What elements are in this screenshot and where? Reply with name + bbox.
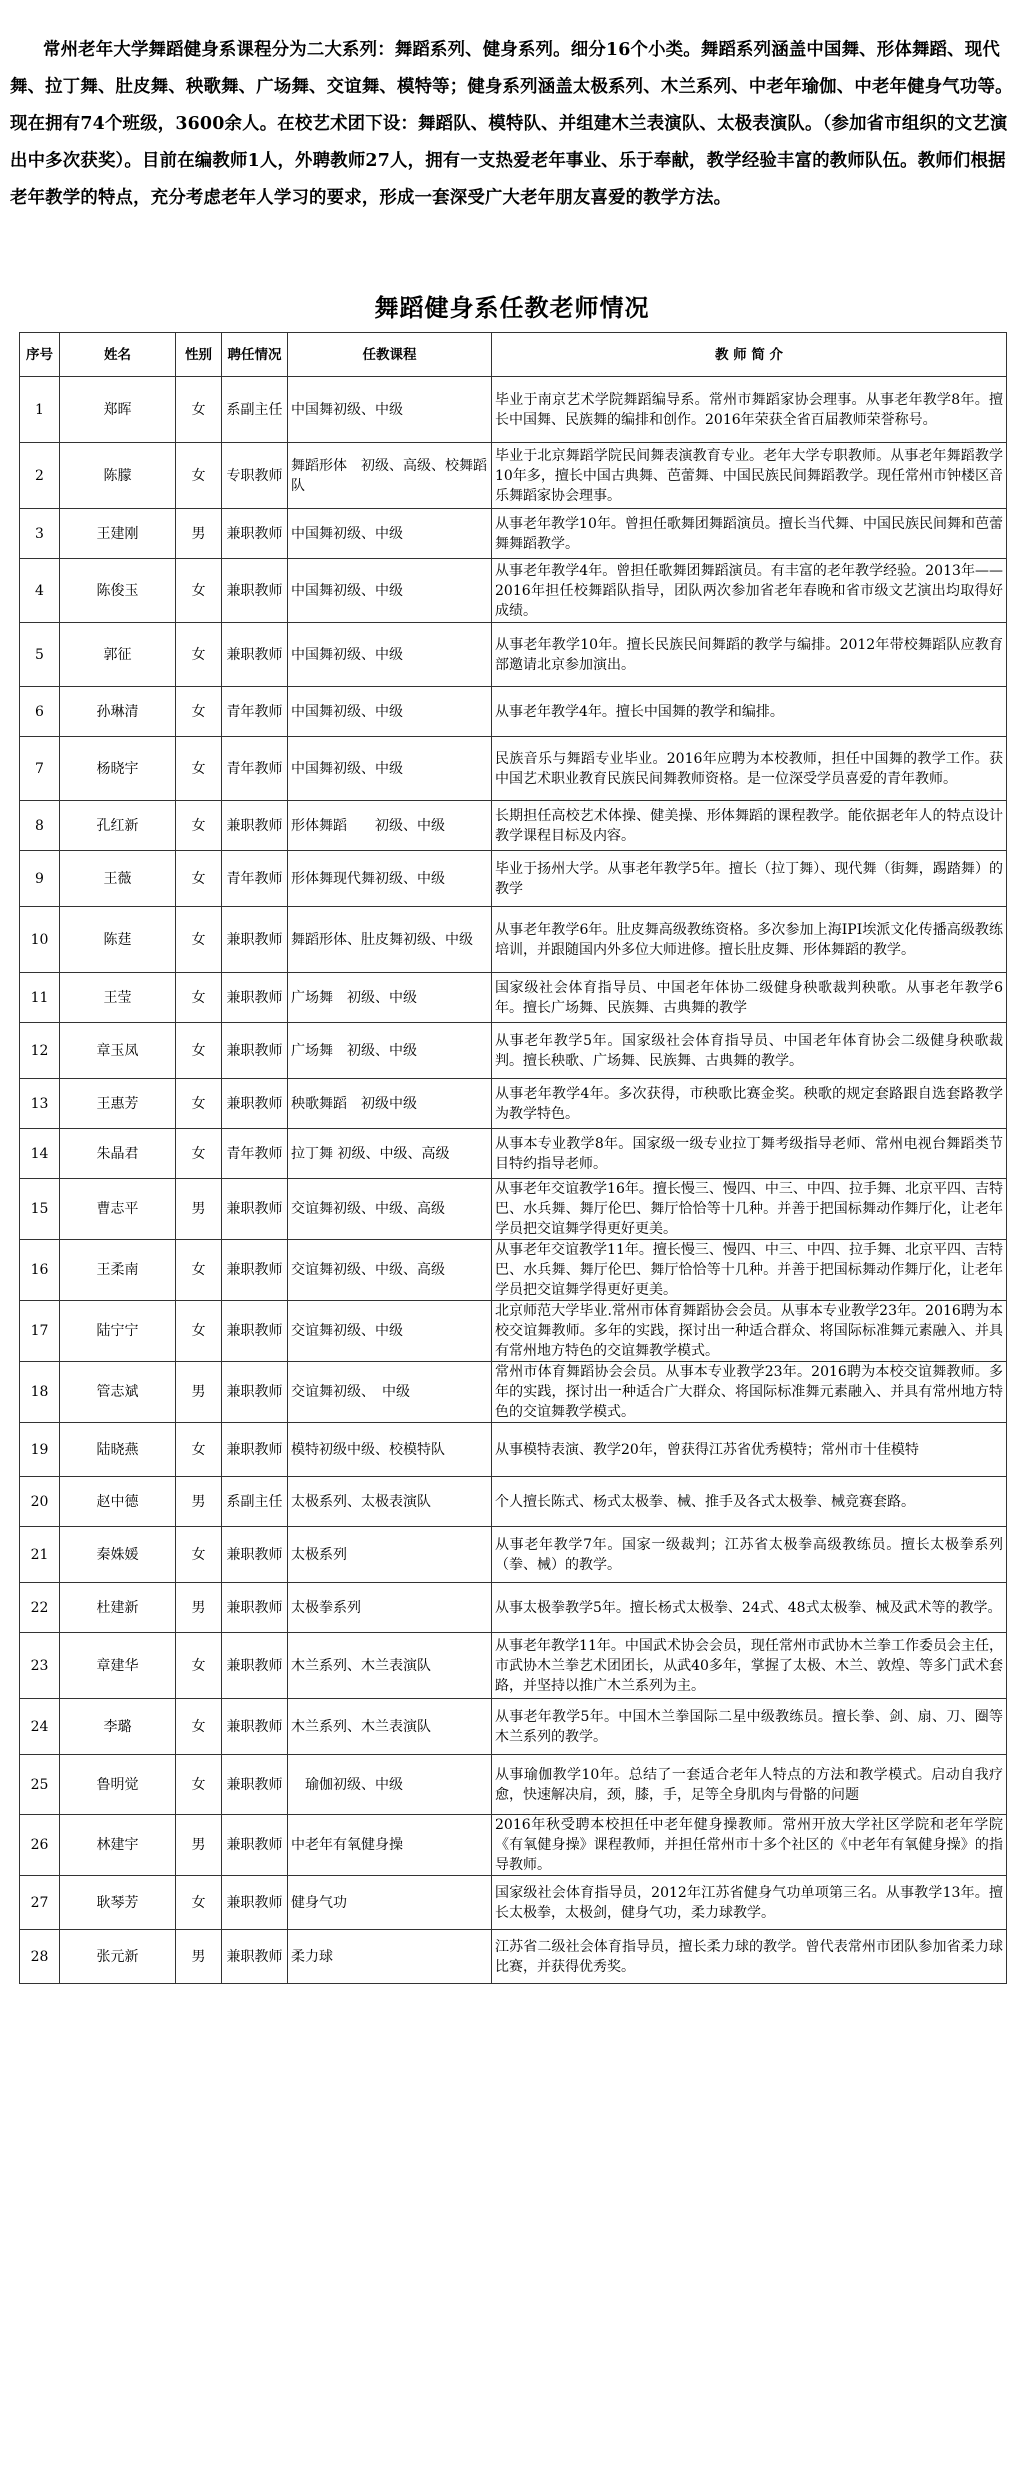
teacher-gender: 女 — [176, 801, 222, 851]
table-row — [20, 1079, 1007, 1129]
teacher-bio: 从事老年教学4年。曾担任歌舞团舞蹈演员。有丰富的老年教学经验。2013年——2016年担任校舞蹈队指导，团队两次参加省老年春晚和省市级文艺演出均取得好成绩。 — [492, 559, 1007, 623]
teacher-role: 兼职教师 — [222, 1423, 288, 1477]
teacher-role: 青年教师 — [222, 737, 288, 801]
teacher-gender: 女 — [176, 1633, 222, 1699]
teacher-course: 中国舞初级、中级 — [288, 737, 492, 801]
teacher-bio: 从事老年交谊教学11年。擅长慢三、慢四、中三、中四、拉手舞、北京平四、吉特巴、水兵舞、舞厅伦巴、舞厅恰恰等十几种。并善于把国标舞动作舞厅化，让老年学员把交谊舞学得更好更美。 — [492, 1240, 1007, 1301]
teacher-role: 兼职教师 — [222, 623, 288, 687]
teacher-course: 瑜伽初级、中级 — [288, 1755, 492, 1815]
teacher-bio: 毕业于南京艺术学院舞蹈编导系。常州市舞蹈家协会理事。从事老年教学8年。擅长中国舞、民族舞的编排和创作。2016年荣获全省百届教师荣誉称号。 — [492, 377, 1007, 443]
row-number: 28 — [20, 1930, 60, 1984]
table-row — [20, 443, 1007, 509]
teacher-gender: 男 — [176, 1815, 222, 1876]
table-row — [20, 1179, 1007, 1240]
teacher-name: 王柔南 — [60, 1240, 176, 1301]
row-number: 14 — [20, 1129, 60, 1179]
teacher-bio: 毕业于扬州大学。从事老年教学5年。擅长（拉丁舞）、现代舞（街舞，踢踏舞）的教学 — [492, 851, 1007, 907]
table-body — [20, 377, 1007, 1984]
teacher-table — [19, 332, 1007, 1984]
teacher-course: 中国舞初级、中级 — [288, 559, 492, 623]
table-row — [20, 1423, 1007, 1477]
row-number: 16 — [20, 1240, 60, 1301]
teacher-role: 兼职教师 — [222, 1179, 288, 1240]
table-row — [20, 737, 1007, 801]
teacher-gender: 女 — [176, 559, 222, 623]
header-role: 聘任情况 — [222, 333, 288, 377]
teacher-gender: 男 — [176, 1583, 222, 1633]
header-gender: 性别 — [176, 333, 222, 377]
teacher-name: 王惠芳 — [60, 1079, 176, 1129]
teacher-name: 王薇 — [60, 851, 176, 907]
teacher-course: 木兰系列、木兰表演队 — [288, 1633, 492, 1699]
teacher-role: 兼职教师 — [222, 1699, 288, 1755]
teacher-bio: 从事瑜伽教学10年。总结了一套适合老年人特点的方法和教学模式。启动自我疗愈，快速解决肩，颈，膝，手，足等全身肌肉与骨骼的问题 — [492, 1755, 1007, 1815]
teacher-course: 太极拳系列 — [288, 1583, 492, 1633]
teacher-bio: 江苏省二级社会体育指导员，擅长柔力球的教学。曾代表常州市团队参加省柔力球比赛，并获得优秀奖。 — [492, 1930, 1007, 1984]
teacher-gender: 女 — [176, 1423, 222, 1477]
teacher-bio: 长期担任高校艺术体操、健美操、形体舞蹈的课程教学。能依据老年人的特点设计教学课程目标及内容。 — [492, 801, 1007, 851]
teacher-gender: 女 — [176, 1079, 222, 1129]
teacher-course: 柔力球 — [288, 1930, 492, 1984]
header-name: 姓名 — [60, 333, 176, 377]
teacher-gender: 女 — [176, 737, 222, 801]
row-number: 5 — [20, 623, 60, 687]
row-number: 23 — [20, 1633, 60, 1699]
teacher-course: 广场舞 初级、中级 — [288, 1023, 492, 1079]
teacher-role: 系副主任 — [222, 377, 288, 443]
table-row — [20, 623, 1007, 687]
table-row — [20, 1633, 1007, 1699]
table-row — [20, 973, 1007, 1023]
row-number: 3 — [20, 509, 60, 559]
teacher-role: 兼职教师 — [222, 1527, 288, 1583]
teacher-bio: 常州市体育舞蹈协会会员。从事本专业教学23年。2016聘为本校交谊舞教师。多年的实践，探讨出一种适合广大群众、将国际标准舞元素融入、并具有常州地方特色的交谊舞教学模式。 — [492, 1362, 1007, 1423]
teacher-role: 兼职教师 — [222, 1301, 288, 1362]
teacher-bio: 从事老年教学4年。擅长中国舞的教学和编排。 — [492, 687, 1007, 737]
teacher-bio: 从事太极拳教学5年。擅长杨式太极拳、24式、48式太极拳、械及武术等的教学。 — [492, 1583, 1007, 1633]
header-bio: 教 师 简 介 — [492, 333, 1007, 377]
table-row — [20, 1699, 1007, 1755]
row-number: 19 — [20, 1423, 60, 1477]
table-row — [20, 1023, 1007, 1079]
row-number: 25 — [20, 1755, 60, 1815]
teacher-course: 中国舞初级、中级 — [288, 687, 492, 737]
table-title: 舞蹈健身系任教老师情况 — [374, 293, 650, 322]
teacher-gender: 女 — [176, 1240, 222, 1301]
row-number: 9 — [20, 851, 60, 907]
teacher-name: 陈莛 — [60, 907, 176, 973]
teacher-role: 兼职教师 — [222, 973, 288, 1023]
teacher-bio: 北京师范大学毕业.常州市体育舞蹈协会会员。从事本专业教学23年。2016聘为本校交谊舞教师。多年的实践，探讨出一种适合群众、将国际标准舞元素融入、并具有常州地方特色的交谊舞教学模式。 — [492, 1301, 1007, 1362]
teacher-name: 林建宇 — [60, 1815, 176, 1876]
table-row — [20, 1876, 1007, 1930]
row-number: 6 — [20, 687, 60, 737]
table-row — [20, 907, 1007, 973]
teacher-bio: 从事本专业教学8年。国家级一级专业拉丁舞考级指导老师、常州电视台舞蹈类节目特约指导老师。 — [492, 1129, 1007, 1179]
teacher-gender: 女 — [176, 907, 222, 973]
table-row — [20, 559, 1007, 623]
teacher-gender: 女 — [176, 1876, 222, 1930]
table-row — [20, 1755, 1007, 1815]
teacher-role: 专职教师 — [222, 443, 288, 509]
row-number: 13 — [20, 1079, 60, 1129]
teacher-name: 管志斌 — [60, 1362, 176, 1423]
teacher-gender: 男 — [176, 1477, 222, 1527]
teacher-gender: 女 — [176, 1129, 222, 1179]
teacher-course: 拉丁舞 初级、中级、高级 — [288, 1129, 492, 1179]
row-number: 20 — [20, 1477, 60, 1527]
teacher-bio: 从事模特表演、教学20年，曾获得江苏省优秀模特；常州市十佳模特 — [492, 1423, 1007, 1477]
teacher-role: 兼职教师 — [222, 1755, 288, 1815]
teacher-gender: 女 — [176, 1301, 222, 1362]
teacher-course: 太极系列、太极表演队 — [288, 1477, 492, 1527]
teacher-name: 朱晶君 — [60, 1129, 176, 1179]
teacher-role: 兼职教师 — [222, 509, 288, 559]
table-row — [20, 1477, 1007, 1527]
teacher-gender: 女 — [176, 443, 222, 509]
teacher-name: 郭征 — [60, 623, 176, 687]
table-row — [20, 1129, 1007, 1179]
teacher-gender: 男 — [176, 1179, 222, 1240]
teacher-name: 杨晓宇 — [60, 737, 176, 801]
teacher-course: 交谊舞初级、 中级 — [288, 1362, 492, 1423]
teacher-gender: 女 — [176, 687, 222, 737]
teacher-gender: 男 — [176, 1930, 222, 1984]
teacher-name: 陈朦 — [60, 443, 176, 509]
row-number: 27 — [20, 1876, 60, 1930]
table-row — [20, 1362, 1007, 1423]
teacher-name: 李璐 — [60, 1699, 176, 1755]
teacher-name: 耿琴芳 — [60, 1876, 176, 1930]
teacher-name: 秦姝媛 — [60, 1527, 176, 1583]
teacher-bio: 从事老年教学11年。中国武术协会会员，现任常州市武协木兰拳工作委员会主任，市武协木兰拳艺术团团长，从武40多年，掌握了太极、木兰、敦煌、等多门武术套路，并坚持以推广木兰系列为主。 — [492, 1633, 1007, 1699]
teacher-bio: 从事老年教学5年。中国木兰拳国际二星中级教练员。擅长拳、剑、扇、刀、圈等木兰系列的教学。 — [492, 1699, 1007, 1755]
teacher-course: 中老年有氧健身操 — [288, 1815, 492, 1876]
teacher-gender: 女 — [176, 1527, 222, 1583]
teacher-bio: 毕业于北京舞蹈学院民间舞表演教育专业。老年大学专职教师。从事老年舞蹈教学10年多，擅长中国古典舞、芭蕾舞、中国民族民间舞蹈教学。现任常州市钟楼区音乐舞蹈家协会理事。 — [492, 443, 1007, 509]
row-number: 24 — [20, 1699, 60, 1755]
teacher-role: 兼职教师 — [222, 907, 288, 973]
teacher-role: 兼职教师 — [222, 1079, 288, 1129]
teacher-bio: 2016年秋受聘本校担任中老年健身操教师。常州开放大学社区学院和老年学院《有氧健身操》课程教师，并担任常州市十多个社区的《中老年有氧健身操》的指导教师。 — [492, 1815, 1007, 1876]
teacher-course: 秧歌舞蹈 初级中级 — [288, 1079, 492, 1129]
teacher-name: 杜建新 — [60, 1583, 176, 1633]
header-course: 任教课程 — [288, 333, 492, 377]
teacher-name: 章玉凤 — [60, 1023, 176, 1079]
teacher-gender: 女 — [176, 1023, 222, 1079]
table-row — [20, 1930, 1007, 1984]
table-header-row — [20, 333, 1007, 377]
teacher-course: 中国舞初级、中级 — [288, 623, 492, 687]
teacher-course: 健身气功 — [288, 1876, 492, 1930]
teacher-course: 中国舞初级、中级 — [288, 377, 492, 443]
row-number: 12 — [20, 1023, 60, 1079]
teacher-name: 曹志平 — [60, 1179, 176, 1240]
row-number: 15 — [20, 1179, 60, 1240]
teacher-name: 章建华 — [60, 1633, 176, 1699]
teacher-course: 形体舞现代舞初级、中级 — [288, 851, 492, 907]
teacher-gender: 女 — [176, 1699, 222, 1755]
teacher-role: 兼职教师 — [222, 559, 288, 623]
row-number: 21 — [20, 1527, 60, 1583]
teacher-bio: 从事老年教学6年。肚皮舞高级教练资格。多次参加上海IPI埃派文化传播高级教练培训，并跟随国内外多位大师进修。擅长肚皮舞、形体舞蹈的教学。 — [492, 907, 1007, 973]
teacher-name: 孙琳清 — [60, 687, 176, 737]
row-number: 7 — [20, 737, 60, 801]
teacher-gender: 女 — [176, 623, 222, 687]
teacher-name: 王建刚 — [60, 509, 176, 559]
teacher-role: 兼职教师 — [222, 1815, 288, 1876]
teacher-course: 中国舞初级、中级 — [288, 509, 492, 559]
teacher-role: 兼职教师 — [222, 1023, 288, 1079]
teacher-course: 舞蹈形体、肚皮舞初级、中级 — [288, 907, 492, 973]
teacher-role: 兼职教师 — [222, 801, 288, 851]
table-row — [20, 687, 1007, 737]
teacher-name: 赵中德 — [60, 1477, 176, 1527]
teacher-course: 广场舞 初级、中级 — [288, 973, 492, 1023]
table-row — [20, 377, 1007, 443]
table-row — [20, 851, 1007, 907]
teacher-role: 青年教师 — [222, 851, 288, 907]
teacher-gender: 男 — [176, 1362, 222, 1423]
teacher-course: 模特初级中级、校模特队 — [288, 1423, 492, 1477]
row-number: 26 — [20, 1815, 60, 1876]
teacher-bio: 从事老年教学10年。擅长民族民间舞蹈的教学与编排。2012年带校舞蹈队应教育部邀请北京参加演出。 — [492, 623, 1007, 687]
teacher-bio: 从事老年教学5年。国家级社会体育指导员、中国老年体育协会二级健身秧歌裁判。擅长秧歌、广场舞、民族舞、古典舞的教学。 — [492, 1023, 1007, 1079]
row-number: 11 — [20, 973, 60, 1023]
teacher-course: 形体舞蹈 初级、中级 — [288, 801, 492, 851]
row-number: 10 — [20, 907, 60, 973]
teacher-course: 交谊舞初级、中级 — [288, 1301, 492, 1362]
row-number: 8 — [20, 801, 60, 851]
teacher-bio: 从事老年教学4年。多次获得，市秧歌比赛金奖。秧歌的规定套路跟自选套路教学为教学特色。 — [492, 1079, 1007, 1129]
teacher-role: 青年教师 — [222, 1129, 288, 1179]
teacher-name: 陆晓燕 — [60, 1423, 176, 1477]
teacher-course: 交谊舞初级、中级、高级 — [288, 1179, 492, 1240]
teacher-bio: 从事老年教学7年。国家一级裁判；江苏省太极拳高级教练员。擅长太极拳系列（拳、械）的教学。 — [492, 1527, 1007, 1583]
table-row — [20, 1527, 1007, 1583]
teacher-role: 兼职教师 — [222, 1362, 288, 1423]
teacher-bio: 从事老年交谊教学16年。擅长慢三、慢四、中三、中四、拉手舞、北京平四、吉特巴、水兵舞、舞厅伦巴、舞厅恰恰等十几种。并善于把国标舞动作舞厅化，让老年学员把交谊舞学得更好更美。 — [492, 1179, 1007, 1240]
teacher-role: 兼职教师 — [222, 1930, 288, 1984]
teacher-bio: 民族音乐与舞蹈专业毕业。2016年应聘为本校教师，担任中国舞的教学工作。获中国艺术职业教育民族民间舞教师资格。是一位深受学员喜爱的青年教师。 — [492, 737, 1007, 801]
header-no: 序号 — [20, 333, 60, 377]
row-number: 22 — [20, 1583, 60, 1633]
teacher-course: 交谊舞初级、中级、高级 — [288, 1240, 492, 1301]
teacher-gender: 女 — [176, 973, 222, 1023]
teacher-role: 兼职教师 — [222, 1633, 288, 1699]
table-row — [20, 1815, 1007, 1876]
row-number: 2 — [20, 443, 60, 509]
table-row — [20, 1240, 1007, 1301]
teacher-role: 青年教师 — [222, 687, 288, 737]
teacher-gender: 女 — [176, 377, 222, 443]
row-number: 4 — [20, 559, 60, 623]
teacher-bio: 国家级社会体育指导员、中国老年体协二级健身秧歌裁判秧歌。从事老年教学6年。擅长广场舞、民族舞、古典舞的教学 — [492, 973, 1007, 1023]
table-row — [20, 1583, 1007, 1633]
intro-paragraph: 常州老年大学舞蹈健身系课程分为二大系列：舞蹈系列、健身系列。细分16个小类。舞蹈系列涵盖中国舞、形体舞蹈、现代舞、拉丁舞、肚皮舞、秧歌舞、广场舞、交谊舞、模特等；健身系列涵盖太极系列、木兰系列、中老年瑜伽、中老年健身气功等。现在拥有74个班级，3600余人。在校艺术团下设：舞蹈队、模特队、并组建木兰表演队、太极表演队。（参加省市组织的文艺演出中多次获奖）。目前在编教师1人，外聘教师27人，拥有一支热爱老年事业、乐于奉献，教学经验丰富的教师队伍。教师们根据老年教学的特点，充分考虑老年人学习的要求，形成一套深受广大老年朋友喜爱的教学方法。 — [10, 40, 1013, 208]
table-row — [20, 801, 1007, 851]
teacher-role: 系副主任 — [222, 1477, 288, 1527]
table-row — [20, 509, 1007, 559]
teacher-course: 木兰系列、木兰表演队 — [288, 1699, 492, 1755]
teacher-course: 舞蹈形体 初级、高级、校舞蹈队 — [288, 443, 492, 509]
table-row — [20, 1301, 1007, 1362]
row-number: 1 — [20, 377, 60, 443]
teacher-name: 孔红新 — [60, 801, 176, 851]
teacher-role: 兼职教师 — [222, 1583, 288, 1633]
teacher-role: 兼职教师 — [222, 1876, 288, 1930]
teacher-role: 兼职教师 — [222, 1240, 288, 1301]
row-number: 18 — [20, 1362, 60, 1423]
teacher-name: 陆宁宁 — [60, 1301, 176, 1362]
teacher-gender: 女 — [176, 851, 222, 907]
teacher-bio: 国家级社会体育指导员，2012年江苏省健身气功单项第三名。从事教学13年。擅长太极拳，太极剑，健身气功，柔力球教学。 — [492, 1876, 1007, 1930]
teacher-name: 陈俊玉 — [60, 559, 176, 623]
teacher-name: 张元新 — [60, 1930, 176, 1984]
teacher-name: 王莹 — [60, 973, 176, 1023]
teacher-name: 鲁明觉 — [60, 1755, 176, 1815]
teacher-gender: 男 — [176, 509, 222, 559]
row-number: 17 — [20, 1301, 60, 1362]
teacher-bio: 从事老年教学10年。曾担任歌舞团舞蹈演员。擅长当代舞、中国民族民间舞和芭蕾舞舞蹈教学。 — [492, 509, 1007, 559]
teacher-gender: 女 — [176, 1755, 222, 1815]
teacher-bio: 个人擅长陈式、杨式太极拳、械、推手及各式太极拳、械竞赛套路。 — [492, 1477, 1007, 1527]
teacher-name: 郑晖 — [60, 377, 176, 443]
teacher-course: 太极系列 — [288, 1527, 492, 1583]
